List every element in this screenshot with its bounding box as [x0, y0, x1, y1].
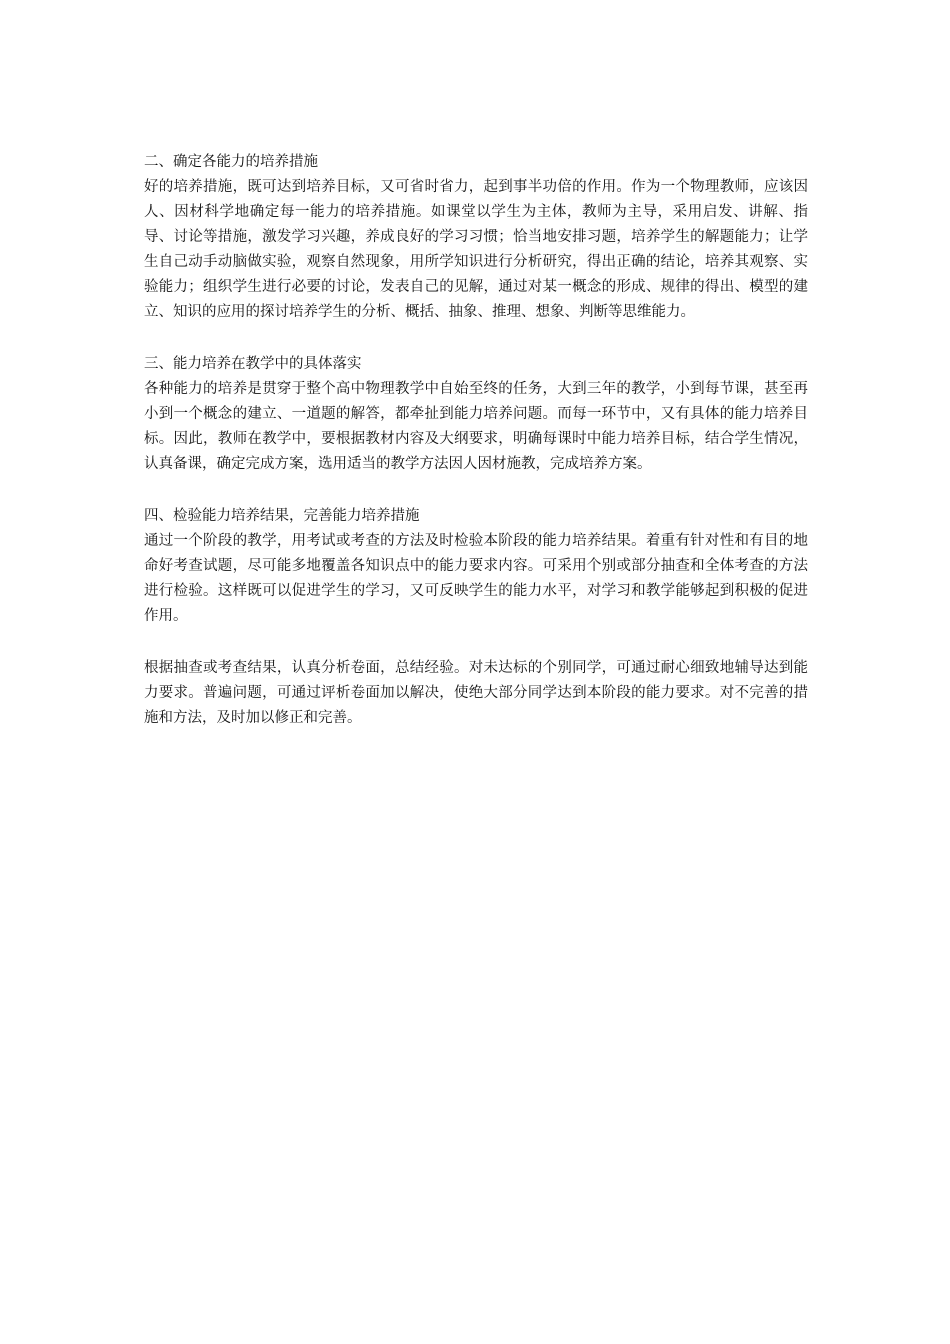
section-heading: 二、确定各能力的培养措施: [144, 154, 318, 170]
section-verification: [144, 504, 808, 731]
document-page: [144, 150, 808, 758]
section-paragraph: 好的培养措施，既可达到培养目标，又可省时省力，起到事半功倍的作用。作为一个物理教师，应该因人、因材科学地确定每一能力的培养措施。如课堂以学生为主体，教师为主导，采用启发、讲解、指导、讨论等措施，激发学习兴趣，养成良好的学习习惯；恰当地安排习题，培养学生的解题能力；让学生自己动手动脑做实验，观察自然现象，用所学知识进行分析研究，得出正确的结论，培养其观察、实验能力；组织学生进行必要的讨论，发表自己的见解，通过对某一概念的形成、规律的得出、模型的建立、知识的应用的探讨培养学生的分析、概括、抽象、推理、想象、判断等思维能力。: [144, 179, 808, 320]
section-paragraph: 各种能力的培养是贯穿于整个高中物理教学中自始至终的任务，大到三年的教学，小到每节课，甚至再小到一个概念的建立、一道题的解答，都牵扯到能力培养问题。而每一环节中，又有具体的能力培养目标。因此，教师在教学中，要根据教材内容及大纲要求，明确每课时中能力培养目标，结合学生情况，认真备课，确定完成方案，选用适当的教学方法因人因材施教，完成培养方案。: [144, 381, 808, 472]
section-implementation: [144, 352, 808, 477]
section-heading: 三、能力培养在教学中的具体落实: [144, 356, 362, 372]
section-heading: 四、检验能力培养结果，完善能力培养措施: [144, 508, 420, 524]
section-paragraph: 通过一个阶段的教学，用考试或考查的方法及时检验本阶段的能力培养结果。着重有针对性和有目的地命好考查试题，尽可能多地覆盖各知识点中的能力要求内容。可采用个别或部分抽查和全体考查的方法进行检验。这样既可以促进学生的学习，又可反映学生的能力水平，对学习和教学能够起到积极的促进作用。: [144, 533, 808, 624]
section-training-measures: [144, 150, 808, 325]
section-paragraph-followup: 根据抽查或考查结果，认真分析卷面，总结经验。对未达标的个别同学，可通过耐心细致地辅导达到能力要求。普遍问题，可通过评析卷面加以解决，使绝大部分同学达到本阶段的能力要求。对不完善的措施和方法，及时加以修正和完善。: [144, 660, 808, 726]
